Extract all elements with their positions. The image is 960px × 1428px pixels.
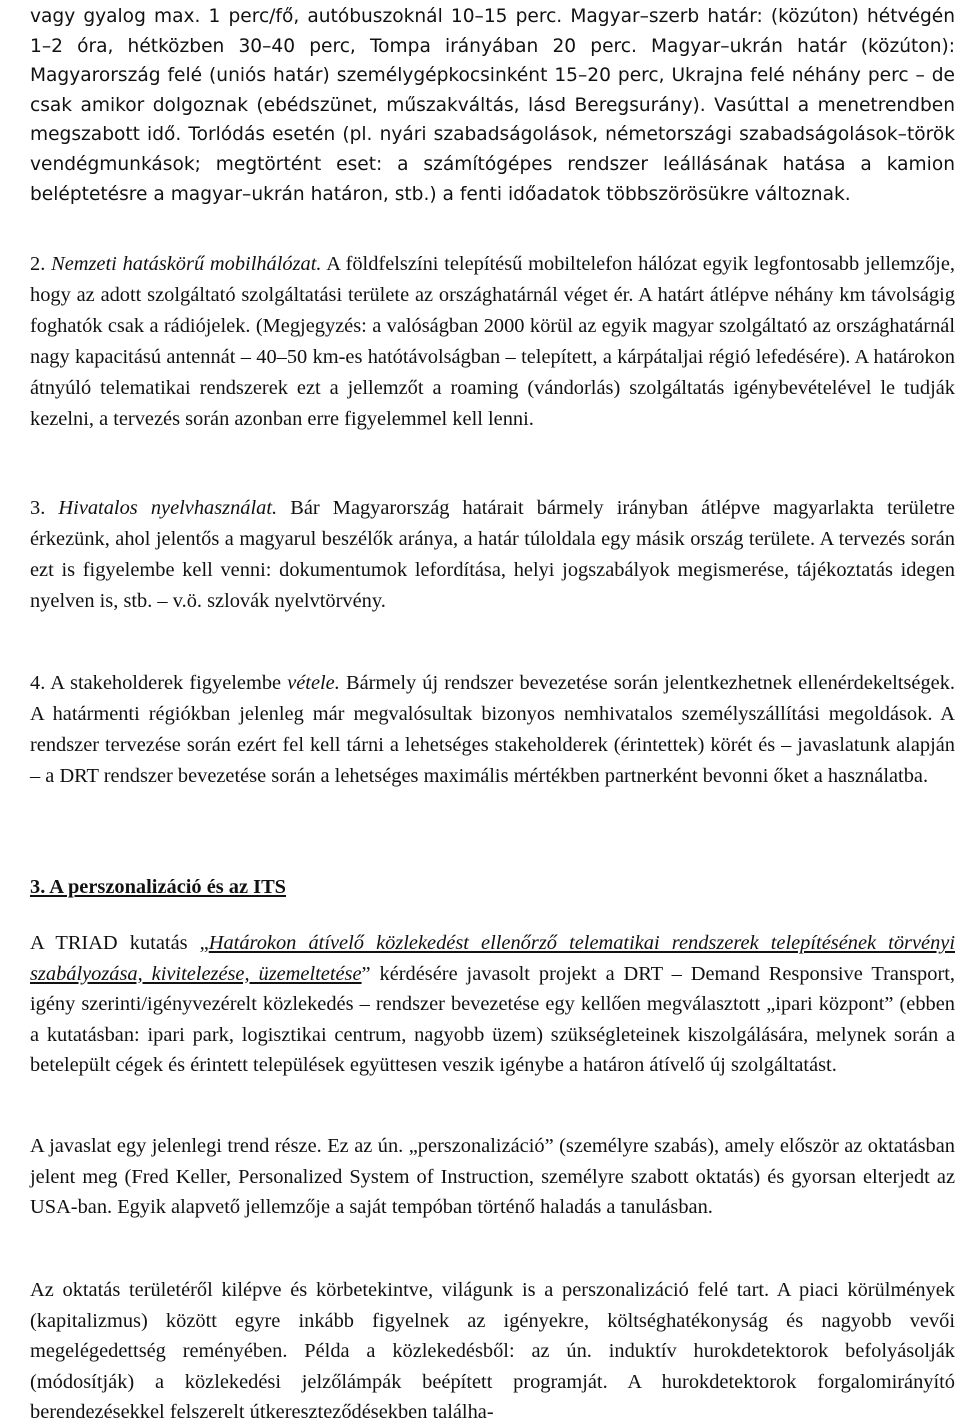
list-item-body: Bármely új rendszer bevezetése során jelentkezhetnek ellenérdekeltségek. A határmenti régiókban jelenleg már megvalósultak bizonyos nemhivatalos személyszállítási megoldások. A rendszer tervezése során ezért fel kell tárni a lehetséges stakeholderek (érintettek) körét és – javaslatunk alapján – a DRT rendszer bevezetése során a lehetséges maximális mértékben partnerként bevonni őket a használatba. — [30, 672, 955, 787]
list-number: 4. — [30, 672, 46, 694]
list-item-title-italic: vétele. — [287, 672, 340, 694]
list-number: 2. — [30, 253, 46, 275]
list-item-title: Hivatalos nyelvhasználat. — [58, 497, 278, 519]
paragraph-triad-research — [30, 928, 955, 1081]
paragraph-lead: A TRIAD kutatás „ — [30, 932, 209, 954]
list-item-body: A földfelszíni telepítésű mobiltelefon hálózat egyik legfontosabb jellemzője, hogy az adott szolgáltató szolgáltatási területe az országhatárnál véget ér. A határt átlépve néhány km távolságig foghatók csak a rádiójelek. (Megjegyzés: a valóságban 2000 körül az egyik magyar szolgáltató az országhatárnál nagy kapacitású antennát – 40–50 km-es hatótávolságban – telepített, a kárpátaljai régió lefedésére). A határokon átnyúló telematikai rendszerek ezt a jellemzőt a roaming (vándorlás) szolgáltatás igénybevételével le tudják kezelni, a tervezés során azonban erre figyelemmel kell lenni. — [30, 253, 955, 430]
paragraph-personalization-trend: A javaslat egy jelenlegi trend része. Ez az ún. „perszonalizáció” (személyre szabás), amely először az oktatásban jelent meg (Fred Keller, Personalized System of Instruction, személyre szabott oktatás) és gyorsan elterjedt az USA-ban. Egyik alapvető jellemzője a saját tempóban történő haladás a tanulásban. — [30, 1135, 955, 1218]
list-item-official-language — [30, 493, 955, 617]
section-heading-text: 3. A perszonalizáció és az ITS — [30, 876, 287, 898]
research-title: Határokon átívelő közlekedést ellenőrző telematikai rendszerek telepítésének törvényi szabályozása, kivitelezése, üzemeltetése — [30, 932, 955, 985]
list-number: 3. — [30, 497, 46, 519]
list-item-title: Nemzeti hatáskörű mobilhálózat. — [51, 253, 322, 275]
list-item-body: Bár Magyarország határait bármely irányban átlépve magyarlakta területre érkezünk, ahol jelentős a magyarul beszélők aránya, a határ túloldala egy másik ország területe. A tervezés során ezt is figyelembe kell venni: dokumentumok lefordítása, helyi jogszabályok megismerése, tájékoztatás idegen nyelven is, stb. – v.ö. szlovák nyelvtörvény. — [30, 497, 955, 612]
paragraph-border-wait-times: vagy gyalog max. 1 perc/fő, autóbuszoknál 10–15 perc. Magyar–szerb határ: (közúton) hétvégén 1–2 óra, hétközben 30–40 perc, Tompa irányában 20 perc. Magyar–ukrán határ (közúton): Magyarország felé (uniós határ) személygépkocsinként 15–20 perc, Ukrajna felé néhány perc – de csak amikor dolgoznak (ebédszünet, műszakváltás, lásd Beregsurány). Vasúttal a menetrendben megszabott idő. Torlódás esetén (pl. nyári szabadságolások, németországi szabadságolások–török vendégmunkások; megtörtént eset: a számítógépes rendszer leállásának hatása a kamion beléptetésre a magyar–ukrán határon, stb.) a fenti időadatok többszörösükre változnak. — [30, 6, 955, 205]
paragraph-rest: ” kérdésére javasolt projekt a DRT – Demand Responsive Transport, igény szerinti/igényvezérelt közlekedés – rendszer bevezetése egy kellően megválasztott „ipari központ” (ebben a kutatásban: ipari park, logisztikai centrum, nagyobb üzem) szükségleteinek kiszolgálására, melynek során a betelepült cégek és érintett települések együttesen veszik igénybe a határon átívelő új szolgáltatást. — [30, 962, 956, 1076]
section-heading — [30, 872, 955, 902]
list-item-stakeholders — [30, 668, 955, 792]
paragraph-its-example: Az oktatás területéről kilépve és körbetekintve, világunk is a perszonalizáció felé tart. A piaci körülmények (kapitalizmus) között egyre inkább figyelnek az igényekre, költséghatékonyság és nagyobb vevői megelégedettség reményében. Példa a közlekedésből: az ún. induktív hurokdetektorok befolyásolják (módosítják) a közlekedési jelzőlámpák beépített programját. A hurokdetektorok forgalomirányító berendezésekkel felszerelt útkereszteződésekben találha- — [30, 1279, 955, 1423]
list-item-title: A stakeholderek figyelembe — [50, 672, 288, 694]
list-item-mobile-network — [30, 249, 955, 435]
